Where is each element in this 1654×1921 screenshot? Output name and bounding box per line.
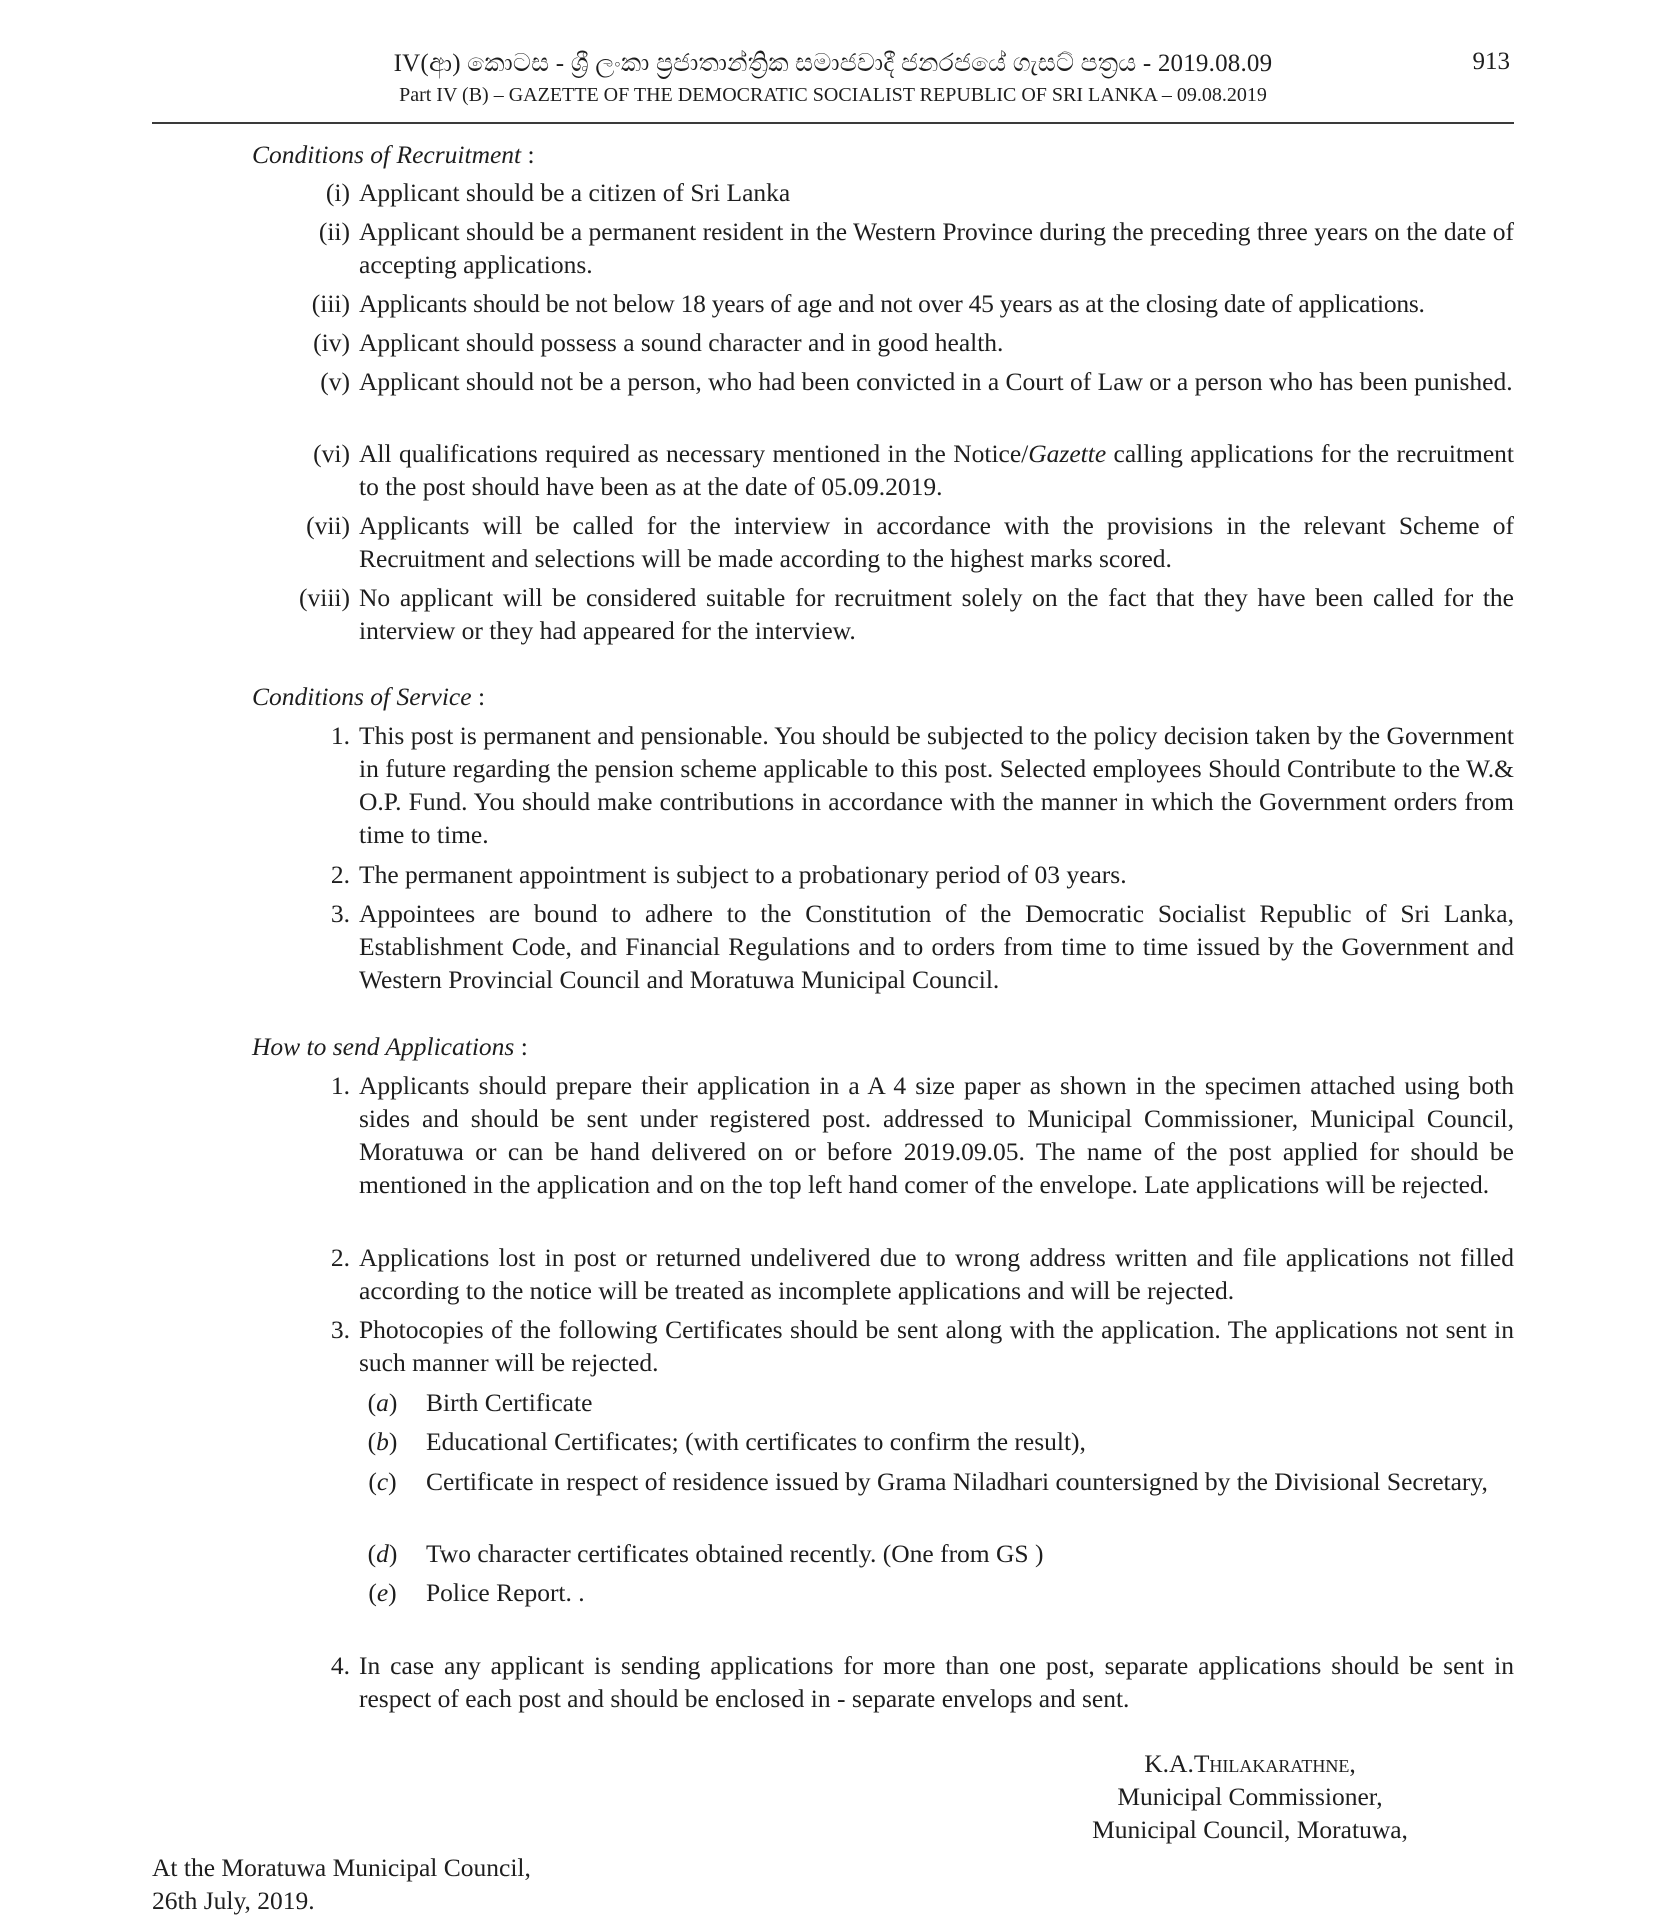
item-number: 4. — [330, 1651, 350, 1680]
section-colon: : — [514, 1032, 528, 1061]
header-english-title: Part IV (B) – GAZETTE OF THE DEMOCRATIC SOCIALIST REPUBLIC OF SRI LANKA – 09.08.2019 — [399, 84, 1267, 106]
item-text: Applicant should possess a sound character and in good health. — [359, 328, 1004, 357]
section-colon: : — [471, 682, 486, 711]
item-text: Applicants should prepare their application in a A 4 size paper as shown in the specimen attached using both sides and should be sent under registered post. addressed to Municipal Commissioner, Municipal Council, Moratuwa or can be hand delivered on or before 2019.09.05. The name of the post applied for should be mentioned in the application and on the top left hand comer of the envelope. Late applications will be rejected. — [359, 1071, 1514, 1199]
signatory-name — [1050, 1747, 1450, 1780]
sub-item-letter-text: c — [376, 1467, 389, 1496]
sub-item-letter-text: d — [376, 1539, 389, 1568]
item-text: Applicant should not be a person, who had been convicted in a Court of Law or a person who has been punished. — [359, 367, 1513, 396]
item-number: (iv) — [313, 328, 350, 357]
item-text — [359, 437, 1514, 503]
sub-item-text: Police Report. . — [426, 1578, 585, 1607]
item-text: Photocopies of the following Certificates should be sent along with the application. The applications not sent in such manner will be rejected. — [359, 1315, 1514, 1377]
item-text: Applicants will be called for the interview in accordance with the provisions in the relevant Scheme of Recruitment and selections will be made according to the highest marks scored. — [359, 511, 1514, 573]
signatory-name-end: , — [1349, 1749, 1356, 1778]
item-text: In case any applicant is sending applications for more than one post, separate applications should be sent in respect of each post and should be enclosed in - separate envelops and sent. — [359, 1651, 1514, 1713]
footer-place-date — [152, 1851, 531, 1917]
item-number: 2. — [330, 860, 350, 889]
footer-place: At the Moratuwa Municipal Council, — [152, 1853, 531, 1882]
sub-item-text: Certificate in respect of residence issued by Grama Niladhari countersigned by the Divisional Secretary, — [426, 1467, 1488, 1496]
item-number: (iii) — [311, 289, 350, 318]
sub-item-text: Birth Certificate — [426, 1388, 593, 1417]
item-text: Applicants should be not below 18 years of age and not over 45 years as at the closing date of applications. — [359, 289, 1425, 318]
section-title-text: How to send Applications — [252, 1032, 515, 1061]
item-text-part: All qualifications required as necessary mentioned in the Notice/ — [359, 439, 1029, 468]
item-number: (vi) — [313, 439, 350, 468]
header-sinhala-title: IV(ආ) කොටස - ශ්‍රී ලංකා ප්‍රජාතාන්ත්‍රික සමාජවාදී ජනරජයේ ගැසට් පත්‍රය - 2019.08.09 — [393, 50, 1273, 77]
sub-item-letter: (b) — [367, 1427, 398, 1456]
item-number: 1. — [330, 1071, 350, 1100]
item-number: (ii) — [318, 217, 350, 246]
sub-item-letter-text: e — [376, 1578, 389, 1607]
item-number: 3. — [330, 899, 350, 928]
item-text-italic: Gazette — [1028, 439, 1107, 468]
section-title-applications — [252, 1030, 528, 1063]
sub-item-text: Educational Certificates; (with certificates to confirm the result), — [426, 1427, 1086, 1456]
signatory-name-initials: K.A.T — [1144, 1749, 1210, 1778]
item-number: (i) — [325, 178, 350, 207]
signatory-title: Municipal Commissioner, — [1117, 1782, 1383, 1811]
sub-item-letter: (e) — [368, 1578, 397, 1607]
item-number: (viii) — [299, 583, 350, 612]
sub-item-letter: (d) — [367, 1539, 398, 1568]
sub-item-letter: (c) — [368, 1467, 397, 1496]
item-number: 2. — [330, 1243, 350, 1272]
item-text: The permanent appointment is subject to a probationary period of 03 years. — [359, 860, 1127, 889]
item-text: Applicant should be a permanent resident in the Western Province during the preceding three years on the date of accepting applications. — [359, 217, 1514, 279]
page-header — [152, 46, 1514, 124]
page-number: 913 — [1472, 48, 1510, 75]
item-number: (vii) — [306, 511, 350, 540]
section-colon: : — [521, 140, 535, 169]
signatory-office: Municipal Council, Moratuwa, — [1092, 1815, 1408, 1844]
item-text: This post is permanent and pensionable. You should be subjected to the policy decision taken by the Government in future regarding the pension scheme applicable to this post. Selected employees Should Contribute to the W.& O.P. Fund. You should make contributions in accordance with the manner in which the Government orders from time to time. — [359, 721, 1514, 849]
sub-item-letter-text: b — [376, 1427, 389, 1456]
sub-item-text: Two character certificates obtained recently. (One from GS ) — [426, 1539, 1044, 1568]
section-title-service — [252, 680, 485, 713]
sub-item-letter: (a) — [367, 1388, 398, 1417]
item-text: No applicant will be considered suitable for recruitment solely on the fact that they have been called for the interview or they had appeared for the interview. — [359, 583, 1514, 645]
section-title-text: Conditions of Recruitment — [252, 140, 522, 169]
item-number: 3. — [330, 1315, 350, 1344]
sub-item-letter-text: a — [376, 1388, 389, 1417]
item-text: Appointees are bound to adhere to the Constitution of the Democratic Socialist Republic of Sri Lanka, Establishment Code, and Financial Regulations and to orders from time to time issued by the Government and Western Provincial Council and Moratuwa Municipal Council. — [359, 899, 1514, 994]
item-number: (v) — [320, 367, 350, 396]
item-text: Applications lost in post or returned undelivered due to wrong address written and file applications not filled according to the notice will be treated as incomplete applications and will be rejected. — [359, 1243, 1514, 1305]
section-title-text: Conditions of Service — [252, 682, 472, 711]
item-number: 1. — [330, 721, 350, 750]
section-title-recruitment — [252, 138, 535, 171]
signatory-name-rest: hilakarathne — [1209, 1749, 1350, 1778]
item-text: Applicant should be a citizen of Sri Lanka — [359, 178, 791, 207]
footer-date: 26th July, 2019. — [152, 1886, 315, 1915]
item-text-part: calling applications for the recruitment to the post should have been as at the date of 05.09.2019. — [359, 439, 1514, 501]
signature-block — [1050, 1747, 1450, 1846]
